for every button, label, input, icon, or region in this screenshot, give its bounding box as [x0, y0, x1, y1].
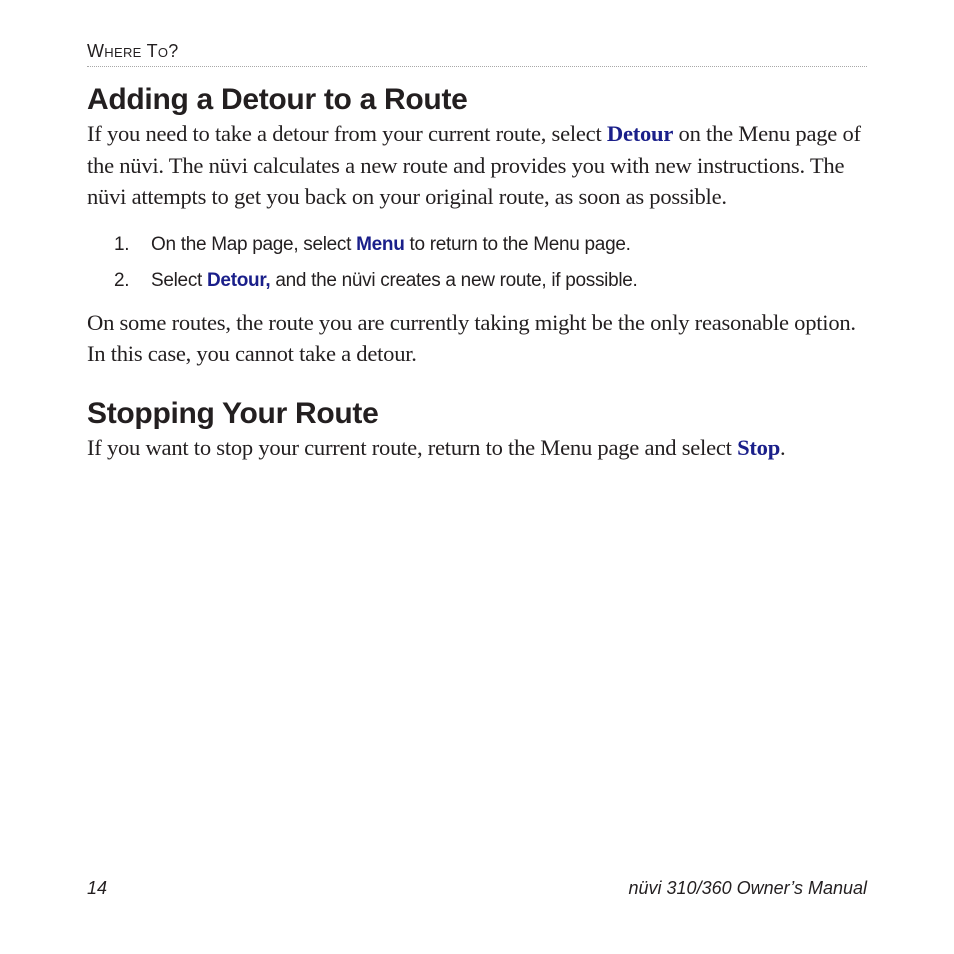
intro-text-part1: If you need to take a detour from your current route, select: [87, 121, 607, 146]
step-number: 2.: [114, 269, 130, 291]
list-item: [87, 263, 867, 299]
section-adding-detour: [87, 82, 867, 370]
header-divider: [87, 66, 867, 67]
step-number: 1.: [114, 233, 130, 255]
running-head: Where To?: [87, 41, 179, 61]
section-heading: Stopping Your Route: [87, 397, 379, 430]
detour-keyword: Detour,: [207, 269, 271, 291]
step-text-before: Select: [151, 269, 207, 291]
stop-keyword: Stop: [737, 435, 781, 460]
note-paragraph: On some routes, the route you are currently taking might be the only reasonable option. In this case, you cannot take a detour.: [87, 309, 856, 366]
page-number: 14: [87, 878, 108, 898]
body-paragraph: [87, 432, 867, 464]
step-text-after: to return to the Menu page.: [404, 233, 631, 255]
step-text-before: On the Map page, select: [151, 233, 357, 255]
steps-list: [87, 227, 867, 299]
body-text-part2: .: [780, 435, 786, 460]
menu-keyword: Menu: [356, 233, 405, 255]
body-text-part1: If you want to stop your current route, return to the Menu page and select: [87, 435, 738, 460]
step-text-after: and the nüvi creates a new route, if possible.: [270, 269, 638, 291]
list-item: [87, 227, 867, 263]
section-stopping-route: [87, 396, 867, 464]
manual-title: nüvi 310/360 Owner’s Manual: [628, 878, 867, 898]
intro-text-part2: on the Menu page of the nüvi. The nüvi calculates a new route and provides you with new instructions. The nüvi attempts to get you back on your original route, as soon as possible.: [87, 121, 861, 209]
section-heading: Adding a Detour to a Route: [87, 83, 468, 116]
detour-keyword: Detour: [606, 121, 674, 146]
intro-paragraph: [87, 118, 867, 213]
